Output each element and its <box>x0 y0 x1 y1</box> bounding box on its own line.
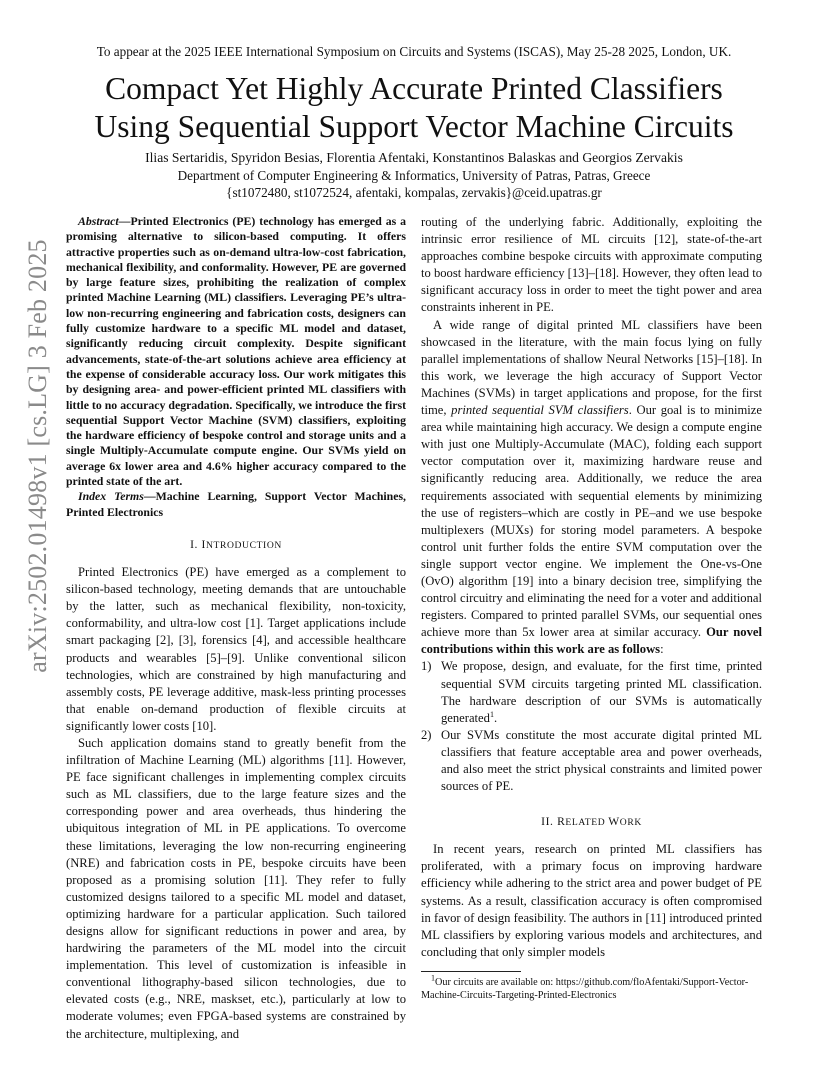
venue-line: To appear at the 2025 IEEE International Symposium on Circuits and Systems (ISCAS), May 25-28 2025, London, UK. <box>96 44 732 59</box>
right-column <box>421 214 762 1002</box>
list-item: 1) We propose, design, and evaluate, for the first time, printed sequential SVM circuits targeting printed ML classification. The hardware description of our SVMs is automatically generated$^1$. <box>421 659 762 725</box>
index-terms-text: —Machine Learning, Support Vector Machines, Printed Electronics <box>66 489 406 519</box>
contributions-list <box>421 658 762 795</box>
author-list: Ilias Sertaridis, Spyridon Besias, Florentia Afentaki, Konstantinos Balaskas and Georgios Zervakis <box>145 150 683 165</box>
footnote: $^1$Our circuits are available on: https://github.com/floAfentaki/Support-Vector-Machine-Circuits-Targeting-Printed-Electronics <box>421 973 749 1001</box>
footnote-link-text[interactable]: Our circuits are available on: https://github.com/floAfentaki/Support-Vector-Machine-Circuits-Targeting-Printed-Electronics <box>421 976 749 1001</box>
footnote-divider <box>421 971 521 972</box>
intro-paragraph-4: A wide range of digital printed ML classifiers have been showcased in the literature, with the main focus lying on fully parallel implementations of shallow Neural Networks [15]–[18]. In this work, we leverage the high accuracy of Support Vector Machines (SVMs) in target applications and propose, for the first time, printed sequential SVM classifiers. Our goal is to minimize area while maintaining high accuracy. We design a compute engine with just one Multiply-Accumulate (MAC), folding each support vector computation over it, maximizing hardware reuse and significantly reducing area. Additionally, we reduce the area requirements associated with sequential elements by minimizing the use of registers–which are costly in PE–and we use bespoke multiplexers (MUXs) for storing model parameters. A bespoke control unit further folds the entire SVM computation over the single support vector engine. We implement the One-vs-One (OvO) algorithm [19] into a binary decision tree, simplifying the control circuitry and eliminating the need for a voter and additional registers. Compared to printed parallel SVMs, our sequential ones achieve more than 5x lower area at similar accuracy. Our novel contributions within this work are as follows: <box>421 317 762 657</box>
arxiv-side-stamp: arXiv:2502.01498v1 [cs.LG] 3 Feb 2025 <box>23 239 52 673</box>
author-emails: {st1072480, st1072524, afentaki, kompalas, zervakis}@ceid.upatras.gr <box>226 185 602 200</box>
left-column <box>66 214 406 1043</box>
contributions-lead: Our novel contributions within this work are as follows <box>421 625 762 657</box>
abstract-label: Abstract <box>78 214 119 228</box>
abstract-text: —Printed Electronics (PE) technology has emerged as a promising alternative to silicon-based computing. It offers attractive properties such as on-demand ultra-low-cost fabrication, mechanical flexibility, and conformality. However, PE are governed by large feature sizes, prohibiting the realization of complex printed Machine Learning (ML) classifiers. Leveraging PE’s ultra-low non-recurring engineering and fabrication costs, designers can fully customize hardware to a specific ML model and dataset, significantly reducing circuit complexity. Despite significant advancements, state-of-the-art solutions achieve area efficiency at the expense of considerable accuracy loss. Our work mitigates this by designing area- and power-efficient printed ML classifiers with little to no accuracy degradation. Specifically, we introduce the first sequential Support Vector Machine (SVM) classifiers, exploiting the hardware efficiency of bespoke control and storage units and a single Multiply-Accumulate compute engine. Our SVMs yield on average 6x lower area and 4.6% higher accuracy compared to the printed state of the art. <box>66 214 406 489</box>
section-heading-introduction: I. INTRODUCTION <box>190 537 282 551</box>
footnote-ref: 1 <box>489 709 494 719</box>
abstract <box>66 214 406 489</box>
list-item: 2) Our SVMs constitute the most accurate digital printed ML classifiers that feature acceptable area and power overheads, and also meet the strict physical constraints and limited power sources of PE. <box>421 727 762 794</box>
related-work-paragraph-1: In recent years, research on printed ML classifiers has proliferated, with a primary focus on improving hardware efficiency while adhering to the strict area and power budget of PE systems. As a result, classification accuracy is often compromised in favor of design feasibility. The authors in [11] introduced printed ML classifiers by exploring various models and architectures, and concluding that only simpler models <box>421 842 762 959</box>
paper-title <box>40 70 788 146</box>
title-line-2: Using Sequential Support Vector Machine Circuits <box>94 109 734 144</box>
affiliation: Department of Computer Engineering & Informatics, University of Patras, Patras, Greece <box>177 168 651 183</box>
section-heading-related-work: II. RELATED WORK <box>541 815 642 829</box>
index-terms <box>66 489 406 520</box>
title-line-1: Compact Yet Highly Accurate Printed Classifiers <box>105 71 723 106</box>
index-terms-label: Index Terms <box>78 489 144 504</box>
intro-paragraph-3: routing of the underlying fabric. Additionally, exploiting the intrinsic error resilience of ML circuits [12], state-of-the-art approaches combine bespoke circuits with approximate computing to boost hardware efficiency [13]–[18]. However, they often lead to significant accuracy loss in order to meet the tight power and area constraints inherent in PE. <box>421 215 762 315</box>
intro-paragraph-2: Such application domains stand to greatly benefit from the infiltration of Machine Learning (ML) algorithms [11]. However, PE face significant challenges in implementing complex circuits such as ML classifiers, due to the large feature sizes and the corresponding power and area overheads, thus hindering the ubiquitous integration of ML in PE applications. To overcome these limitations, leveraging the low non-recurring engineering (NRE) and fabrication costs in PE, bespoke circuits have been proposed as a promising solution [11]. They refer to fully customized designs tailored to a specific ML model and dataset, optimizing hardware for a particular application. Such tailored designs allow for significant reductions in power and area, by hardwiring the parameters of the ML model into the circuit implementation. This level of customization is infeasible in conventional lithography-based silicon technologies, due to elevated costs (e.g., NRE, maskset, etc.), particularly at low to moderate volumes; even FPGA-based systems are constrained by the architecture, multiplexing, and <box>66 735 406 1041</box>
intro-paragraph-1: Printed Electronics (PE) have emerged as a complement to silicon-based technology, meeting demands that are untouchable by the latter, such as mechanical flexibility, non-toxicity, conformability, and ultra-low cost [1]. Target applications include smart packaging [2], [3], forensics [4], and accessible healthcare products and wearables [5]–[9]. Unlike conventional silicon technologies, which are constrained by high manufacturing and assembly costs, PE leverage additive, mask-less printing processes that enable on-demand production of flexible circuits at significantly lower costs [10]. <box>66 565 406 733</box>
emphasis-sequential-svm: printed sequential SVM classifiers <box>451 403 629 418</box>
